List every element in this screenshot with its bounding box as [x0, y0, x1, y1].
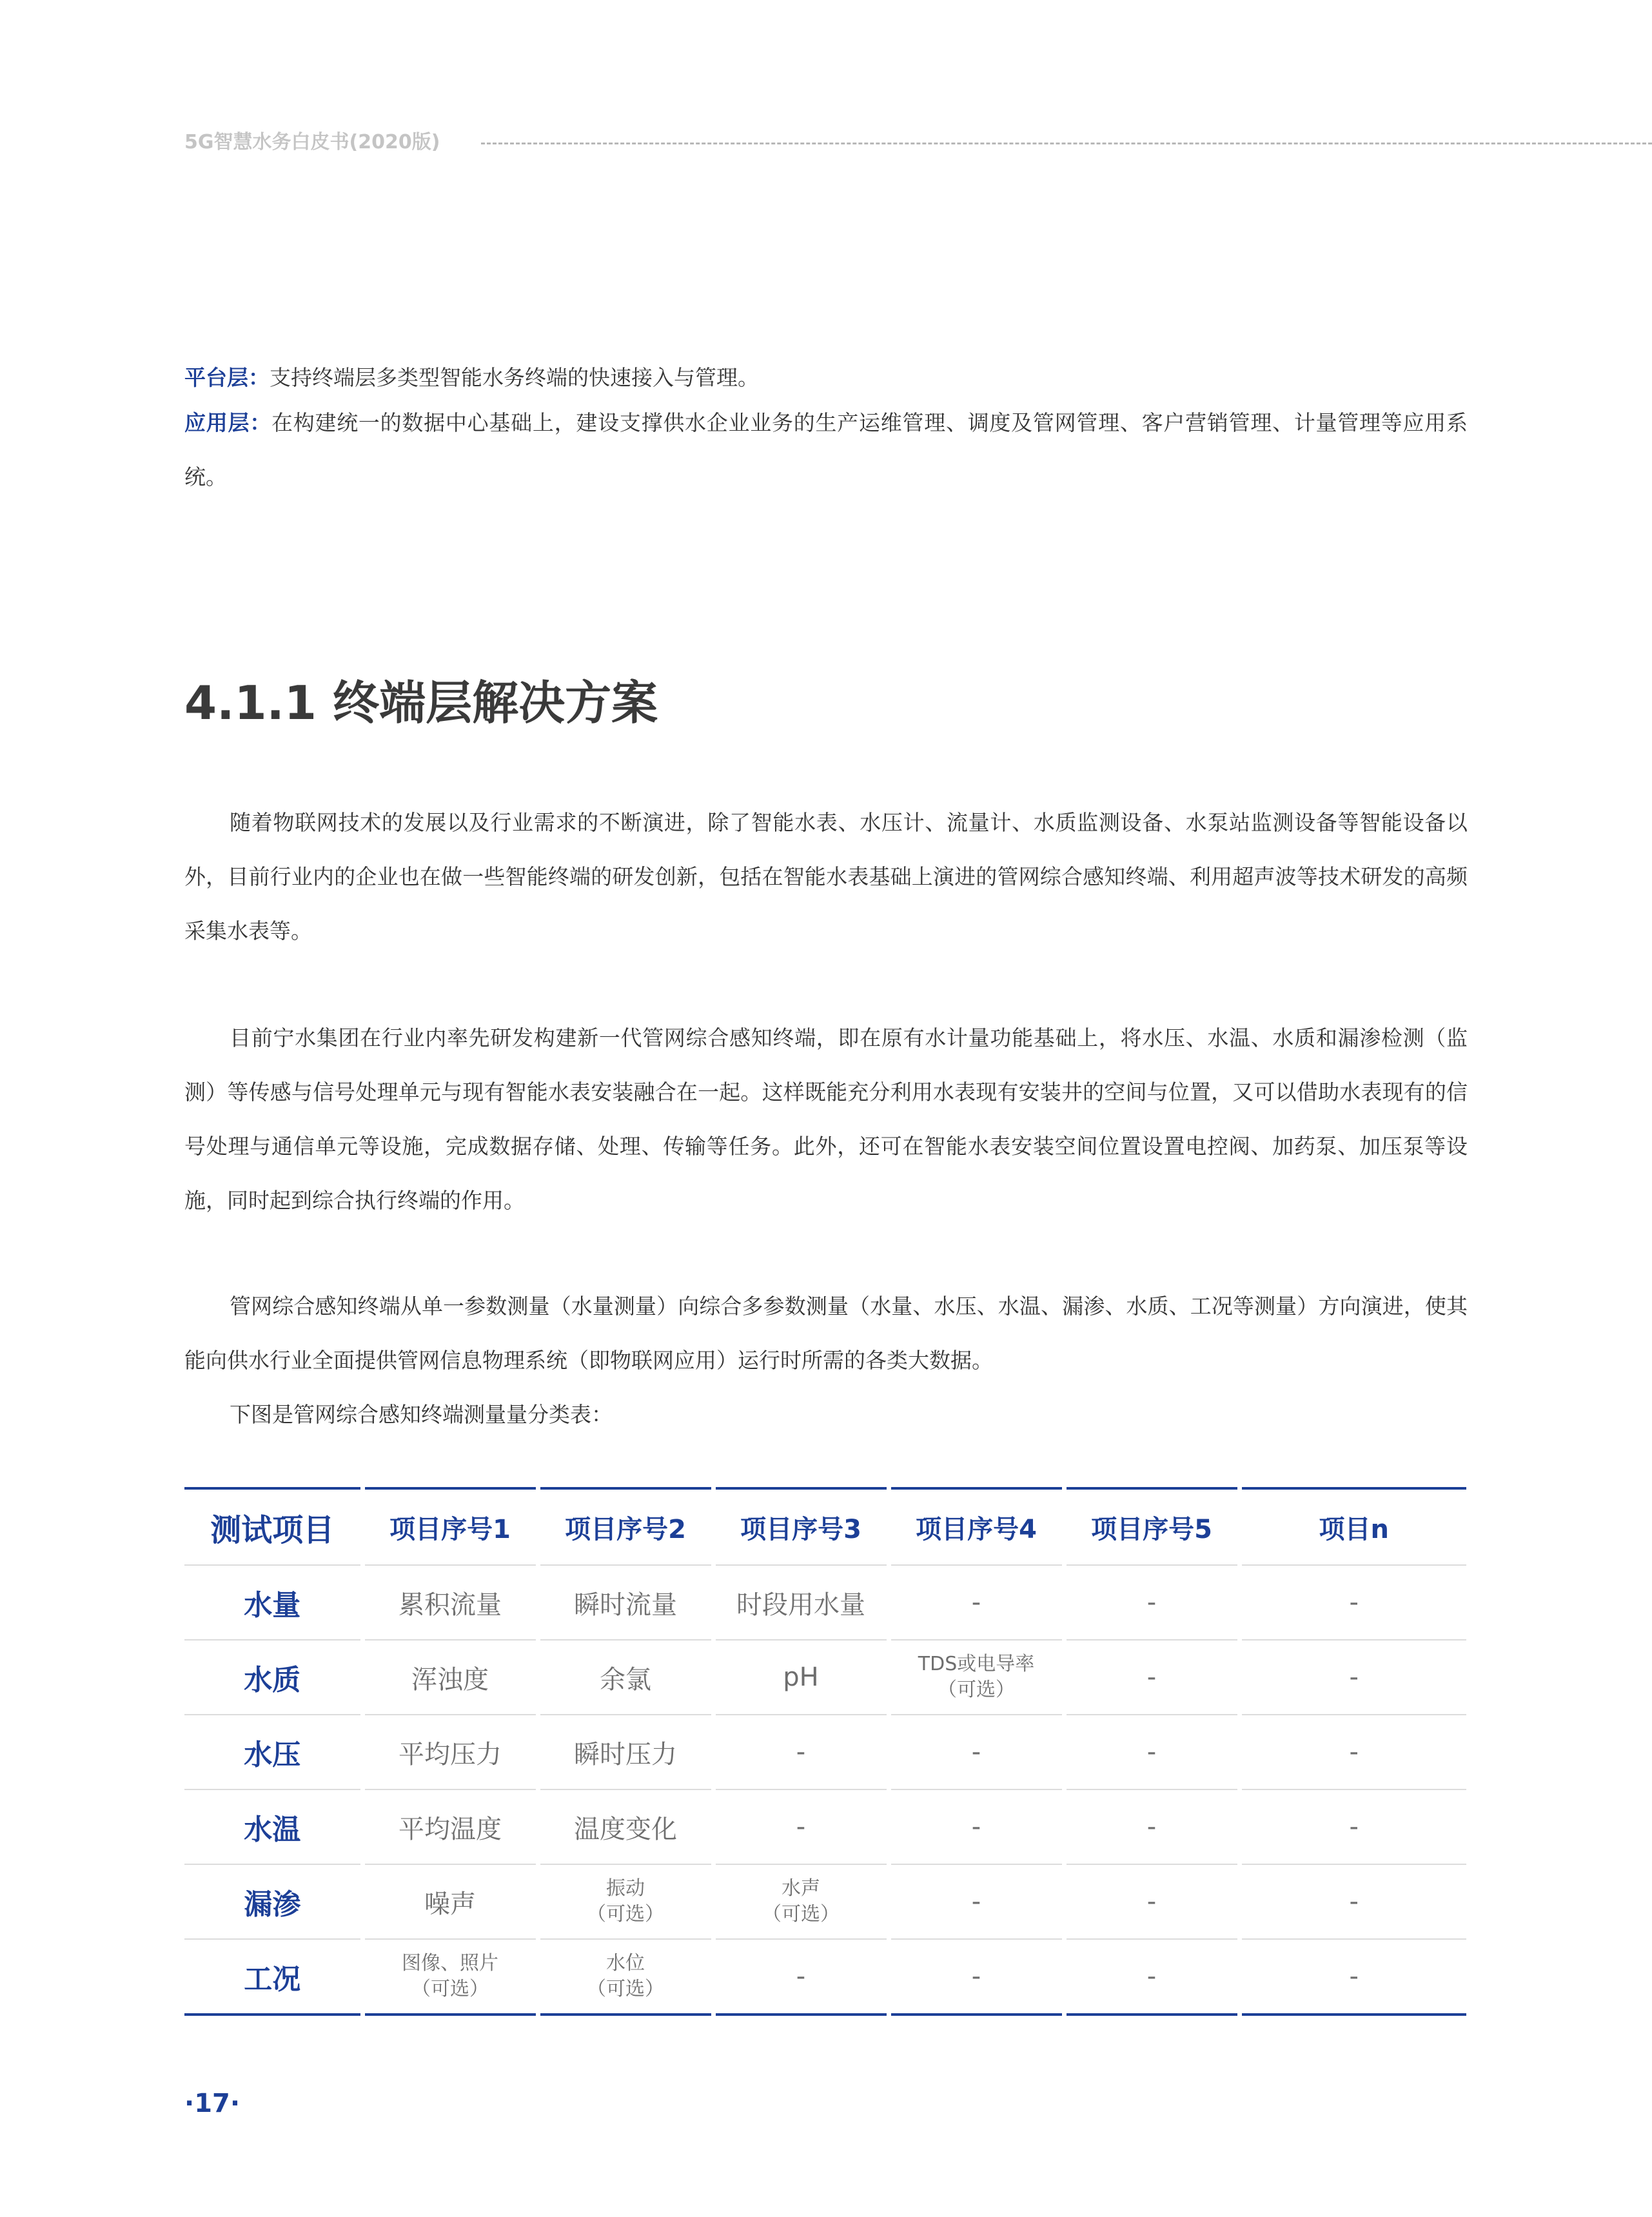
optional-note: （可选）: [587, 1978, 664, 2000]
table-cell: -: [1239, 1864, 1466, 1939]
header-item-4: 项目序号4: [889, 1488, 1064, 1565]
table-cell: 噪声: [362, 1864, 538, 1939]
table-cell: pH: [713, 1640, 889, 1715]
header-item-3: 项目序号3: [713, 1488, 889, 1565]
table-cell: -: [1239, 1939, 1466, 2015]
table-row: [184, 1565, 1466, 1640]
table-cell: -: [889, 1939, 1064, 2015]
platform-layer-label: 平台层：: [184, 365, 270, 390]
row-label: 工况: [244, 1963, 301, 1996]
table-row: [184, 1715, 1466, 1789]
application-layer-paragraph: [184, 396, 1468, 504]
optional-note: （可选）: [587, 1903, 664, 1926]
table-cell: 瞬时流量: [538, 1565, 713, 1640]
table-cell: -: [889, 1789, 1064, 1864]
paragraph-iot-development: 随着物联网技术的发展以及行业需求的不断演进，除了智能水表、水压计、流量计、水质监测设备、水泵站监测设备等智能设备以外，目前行业内的企业也在做一些智能终端的研发创新，包括在智能水表基础上演进的管网综合感知终端、利用超声波等技术研发的高频采集水表等。: [184, 810, 1468, 943]
table-cell: 时段用水量: [713, 1565, 889, 1640]
table-cell: -: [1064, 1864, 1239, 1939]
cell-value: 图像、照片: [402, 1952, 498, 1975]
table-cell: -: [889, 1565, 1064, 1640]
cell-value: 振动: [606, 1877, 645, 1900]
optional-note: （可选）: [411, 1978, 489, 2000]
table-cell: -: [713, 1715, 889, 1789]
table-cell: 累积流量: [362, 1565, 538, 1640]
table-cell: -: [1239, 1715, 1466, 1789]
table-cell: -: [713, 1939, 889, 2015]
row-label: 水质: [184, 1640, 362, 1715]
row-label: 水压: [184, 1715, 362, 1789]
table-cell-optional: [362, 1939, 538, 2015]
table-cell: 瞬时压力: [538, 1715, 713, 1789]
table-cell-optional: [713, 1864, 889, 1939]
table-cell: 温度变化: [538, 1789, 713, 1864]
section-title: 4.1.1 终端层解决方案: [184, 676, 658, 730]
table-cell: -: [1239, 1789, 1466, 1864]
paragraph-table-intro: 下图是管网综合感知终端测量量分类表：: [230, 1402, 613, 1427]
table-row: [184, 1864, 1466, 1939]
table-cell: -: [889, 1715, 1064, 1789]
table-cell: -: [1064, 1939, 1239, 2015]
header-item-5: 项目序号5: [1064, 1488, 1239, 1565]
table-cell: 平均压力: [362, 1715, 538, 1789]
row-label: 水量: [184, 1565, 362, 1640]
table-cell: 余氯: [538, 1640, 713, 1715]
table-cell: -: [1064, 1640, 1239, 1715]
cell-value: 水位: [606, 1952, 645, 1975]
header-item-1: 项目序号1: [362, 1488, 538, 1565]
table-header-row: [184, 1488, 1466, 1565]
cell-value: 水声: [782, 1877, 820, 1900]
measurement-classification-table: [184, 1487, 1466, 2016]
table-cell: -: [1064, 1789, 1239, 1864]
table-cell: -: [889, 1864, 1064, 1939]
table-row: [184, 1939, 1466, 2015]
cell-value: TDS或电导率: [918, 1653, 1035, 1675]
optional-note: （可选）: [938, 1679, 1015, 1701]
application-layer-text: 在构建统一的数据中心基础上，建设支撑供水企业业务的生产运维管理、调度及管网管理、客户营销管理、计量管理等应用系统。: [184, 410, 1468, 489]
page-header: [184, 126, 1652, 159]
row-label: 水温: [184, 1789, 362, 1864]
table-cell-optional: [889, 1640, 1064, 1715]
application-layer-label: 应用层：: [184, 410, 271, 435]
row-label: 漏渗: [184, 1864, 362, 1939]
header-divider: [481, 143, 1652, 144]
table-row: [184, 1789, 1466, 1864]
header-item-2: 项目序号2: [538, 1488, 713, 1565]
platform-layer-text: 支持终端层多类型智能水务终端的快速接入与管理。: [270, 365, 759, 390]
optional-note: （可选）: [762, 1903, 840, 1926]
table-row: [184, 1640, 1466, 1715]
table-cell: -: [1239, 1565, 1466, 1640]
table-cell: 浑浊度: [362, 1640, 538, 1715]
table-cell: 平均温度: [362, 1789, 538, 1864]
table-cell: -: [1064, 1565, 1239, 1640]
header-title: 5G智慧水务白皮书(2020版): [184, 131, 440, 153]
paragraph-ningshui-terminal: 目前宁水集团在行业内率先研发构建新一代管网综合感知终端，即在原有水计量功能基础上，将水压、水温、水质和漏渗检测（监测）等传感与信号处理单元与现有智能水表安装融合在一起。这样既能充分利用水表现有安装井的空间与位置，又可以借助水表现有的信号处理与通信单元等设施，完成数据存储、处理、传输等任务。此外，还可在智能水表安装空间位置设置电控阀、加药泵、加压泵等设施，同时起到综合执行终端的作用。: [184, 1025, 1468, 1213]
paragraph-multi-parameter: 管网综合感知终端从单一参数测量（水量测量）向综合多参数测量（水量、水压、水温、漏渗、水质、工况等测量）方向演进，使其能向供水行业全面提供管网信息物理系统（即物联网应用）运行时所需的各类大数据。: [184, 1294, 1468, 1373]
header-item-n: 项目n: [1239, 1488, 1466, 1565]
table-cell: -: [1239, 1640, 1466, 1715]
page-number: ·17·: [184, 2089, 241, 2118]
table-cell-optional: [538, 1864, 713, 1939]
table-cell: -: [1064, 1715, 1239, 1789]
header-test-item: 测试项目: [184, 1488, 362, 1565]
table-cell-optional: [538, 1939, 713, 2015]
table-cell: -: [713, 1789, 889, 1864]
